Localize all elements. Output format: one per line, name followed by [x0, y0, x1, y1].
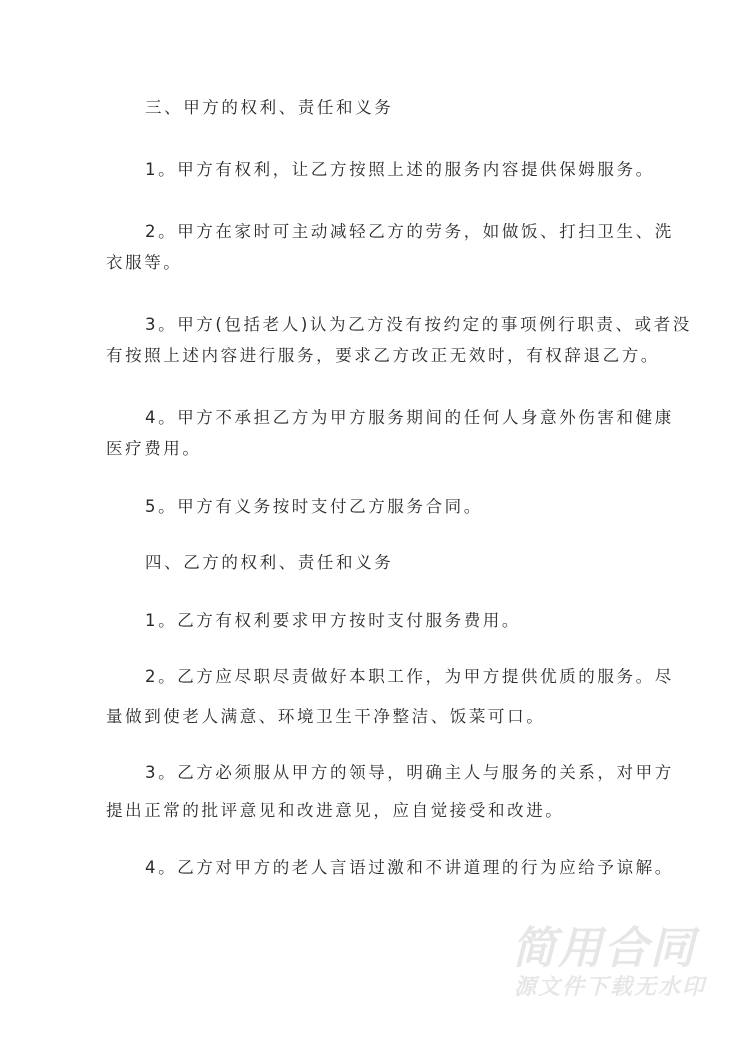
- paragraph-line: 2。乙方应尽职尽责做好本职工作，为甲方提供优质的服务。尽: [145, 667, 674, 686]
- paragraph-line: 提出正常的批评意见和改进意见，应自觉接受和改进。: [106, 801, 565, 820]
- paragraph-line: 量做到使老人满意、环境卫生干净整洁、饭菜可口。: [106, 707, 546, 726]
- watermark-subtitle: 源文件下载无水印: [514, 975, 707, 1000]
- paragraph-line: 5。甲方有义务按时支付乙方服务合同。: [145, 497, 483, 516]
- paragraph-line: 4。乙方对甲方的老人言语过激和不讲道理的行为应给予谅解。: [145, 858, 674, 877]
- paragraph-line: 4。甲方不承担乙方为甲方服务期间的任何人身意外伤害和健康: [145, 408, 674, 427]
- paragraph-line: 3。甲方(包括老人)认为乙方没有按约定的事项例行职责、或者没: [145, 315, 692, 334]
- paragraph-line: 衣服等。: [106, 253, 183, 272]
- paragraph-line: 1。乙方有权利要求甲方按时支付服务费用。: [145, 611, 521, 630]
- paragraph-line: 有按照上述内容进行服务，要求乙方改正无效时，有权辞退乙方。: [106, 346, 660, 365]
- section-heading: 四、乙方的权利、责任和义务: [145, 553, 394, 572]
- paragraph-line: 医疗费用。: [106, 439, 202, 458]
- paragraph-line: 2。甲方在家时可主动减轻乙方的劳务，如做饭、打扫卫生、洗: [145, 222, 674, 241]
- paragraph-line: 1。甲方有权利，让乙方按照上述的服务内容提供保姆服务。: [145, 160, 655, 179]
- watermark-title: 简用合同: [512, 923, 696, 974]
- section-heading: 三、甲方的权利、责任和义务: [145, 98, 394, 117]
- paragraph-line: 3。乙方必须服从甲方的领导，明确主人与服务的关系，对甲方: [145, 763, 674, 782]
